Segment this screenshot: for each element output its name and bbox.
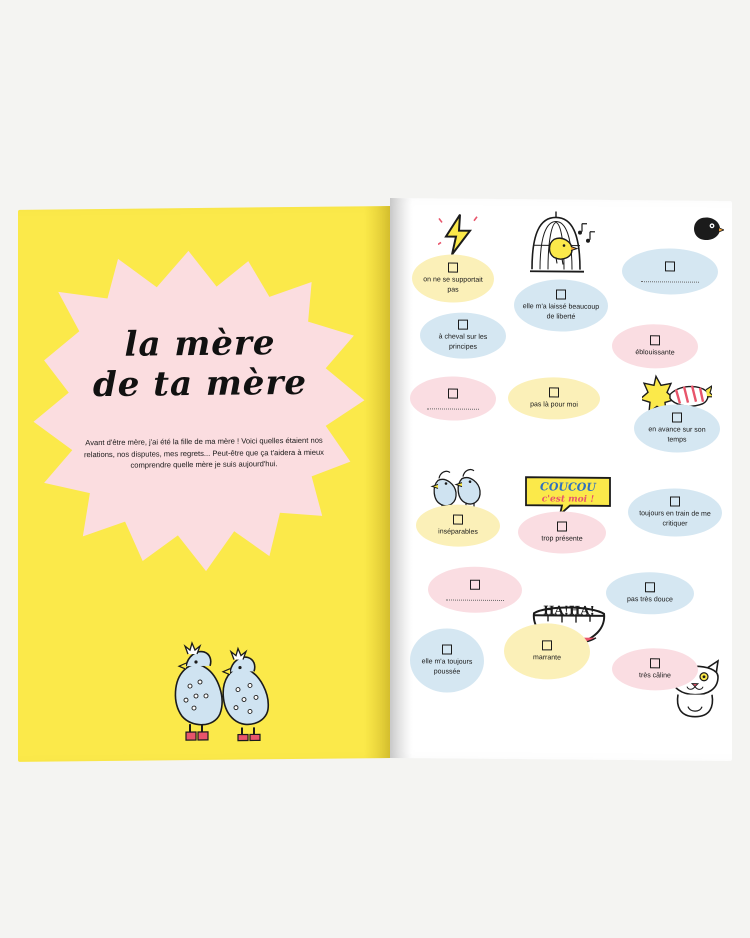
checkbox-item-13-label: pas très douce [627, 595, 673, 604]
checkbox-item-16-label: très câline [639, 671, 671, 680]
checkbox-item-1-label: on ne se supportait pas [423, 276, 483, 294]
dark-bird-icon [690, 213, 724, 243]
birdcage-with-singing-bird-icon [518, 209, 598, 280]
checkbox-item-5[interactable] [612, 324, 698, 369]
checkbox-15[interactable] [542, 640, 552, 650]
checkbox-item-9[interactable] [416, 504, 500, 547]
checkbox-item-15-label: marrante [532, 653, 561, 662]
coucou-line-1: COUCOU [540, 480, 596, 494]
starburst-shape [23, 238, 375, 602]
coucou-line-2: c'est moi ! [541, 494, 595, 505]
checkbox-13[interactable] [645, 582, 655, 592]
checkbox-9[interactable] [453, 514, 463, 524]
checkbox-item-5-label: éblouissante [635, 348, 675, 357]
checkbox-item-16[interactable] [612, 648, 698, 691]
right-page [390, 198, 732, 761]
checkbox-12[interactable] [470, 579, 480, 589]
checkbox-item-15[interactable] [504, 623, 590, 680]
checkbox-item-7-label: pas là pour moi [530, 400, 578, 409]
title-line-2: de ta mère [93, 362, 307, 406]
checkbox-item-10-label: trop présente [541, 535, 583, 543]
checkbox-6[interactable] [448, 388, 458, 398]
speech-bubble-coucou [520, 471, 616, 516]
title-line-1: la mère [124, 323, 276, 365]
checkbox-item-4-label: à cheval sur les principes [438, 333, 488, 351]
checkbox-item-1[interactable] [412, 254, 494, 303]
two-birds-illustration [166, 635, 286, 746]
checkbox-item-7[interactable] [508, 377, 600, 420]
checkbox-item-6[interactable] [410, 376, 496, 421]
checkbox-2[interactable] [556, 289, 566, 299]
checkbox-item-9-label: inséparables [438, 528, 478, 536]
page-title [60, 325, 340, 406]
checkbox-14[interactable] [442, 644, 452, 654]
checkbox-3[interactable] [665, 261, 675, 271]
checkbox-16[interactable] [650, 658, 660, 668]
checkbox-item-3[interactable] [622, 248, 718, 295]
lightning-bolt-icon [438, 212, 478, 256]
checkbox-1[interactable] [448, 263, 458, 273]
checkbox-8[interactable] [672, 412, 682, 422]
left-page [18, 206, 390, 762]
checkbox-item-2-label: elle m'a laissé beaucoup de liberté [522, 303, 600, 321]
checkbox-5[interactable] [650, 335, 660, 345]
checkbox-item-4[interactable] [420, 312, 506, 359]
checkbox-10[interactable] [557, 521, 567, 531]
checkbox-item-12[interactable] [428, 566, 522, 613]
checkbox-7[interactable] [549, 387, 559, 397]
open-book [18, 198, 732, 768]
checkbox-11[interactable] [670, 496, 680, 506]
checkbox-item-11-label: toujours en train de me critiquer [639, 510, 711, 528]
write-in-line-6[interactable] [427, 407, 479, 409]
write-in-line-3[interactable] [641, 280, 700, 283]
checkbox-item-2[interactable] [514, 279, 608, 332]
checkbox-item-14-label: elle m'a toujours poussée [421, 658, 473, 676]
checkbox-item-8[interactable] [634, 404, 720, 453]
checkbox-item-8-label: en avance sur son temps [648, 426, 706, 444]
checkbox-4[interactable] [458, 320, 468, 330]
checkbox-item-14[interactable] [410, 628, 484, 693]
intro-paragraph: Avant d'être mère, j'ai été la fille de ma mère ! Voici quelles étaient nos relations, nos disputes, mes regrets... Peut-être que ça t'aidera à mieux comprendre quelle mère je suis aujourd'hui. [84, 435, 324, 470]
write-in-line-12[interactable] [446, 598, 503, 601]
checkbox-item-10[interactable] [518, 511, 606, 554]
checkbox-item-11[interactable] [628, 488, 722, 537]
checkbox-item-13[interactable] [606, 572, 694, 615]
haha-text: HA!HA! [543, 603, 595, 618]
